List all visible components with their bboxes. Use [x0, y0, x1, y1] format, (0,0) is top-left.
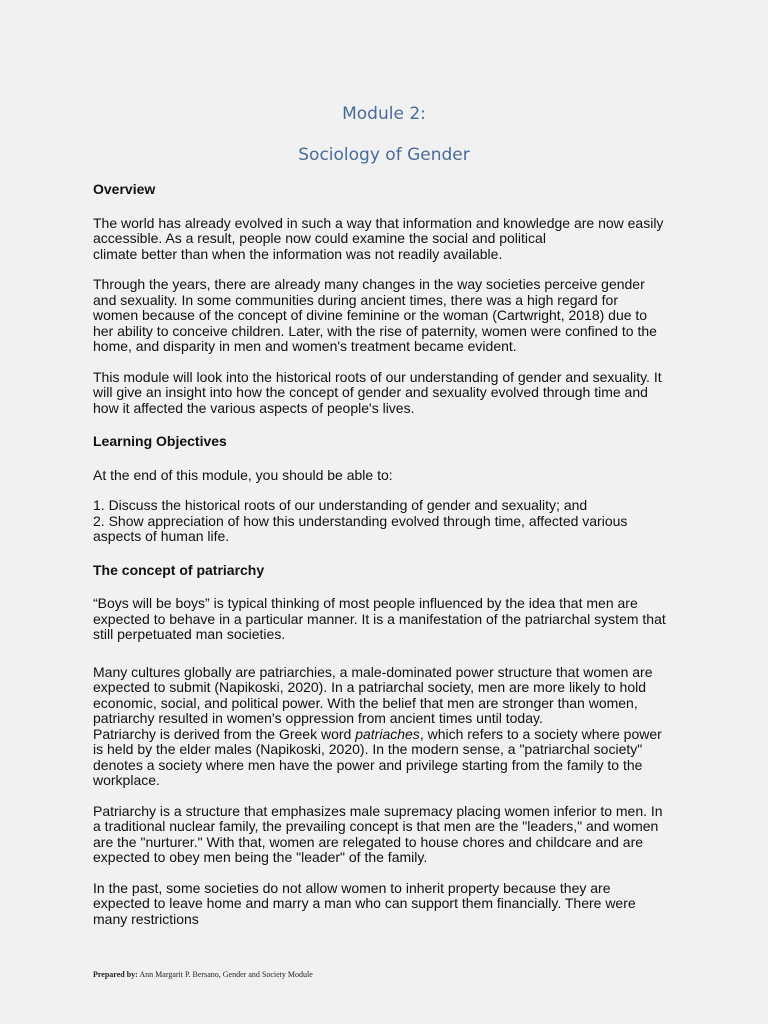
text-line: At the end of this module, you should be able to:: [93, 466, 393, 483]
text-line: In the past, some societies do not allow women to inherit property because they are: [93, 879, 611, 896]
overview-paragraph-3: [93, 370, 683, 417]
page-footer: [93, 970, 313, 979]
overview-paragraph-2: [93, 277, 683, 355]
text-line: Through the years, there are already many changes in the way societies perceive gender: [93, 276, 645, 292]
learning-objectives-heading: Learning Objectives: [93, 433, 227, 449]
text-line: home, and disparity in men and women's treatment became evident.: [93, 338, 517, 354]
text-line: “Boys will be boys” is typical thinking of most people influenced by the idea that men are: [93, 595, 638, 611]
objectives-intro: [93, 468, 683, 484]
text-line: accessible. As a result, people now could examine the social and political: [93, 230, 546, 246]
text-line: expected to behave in a particular manner. It is a manifestation of the patriarchal system that: [93, 610, 666, 627]
text-line: economic, social, and political power. With the belief that men are stronger than women,: [93, 694, 638, 711]
document-body: [93, 182, 683, 942]
text-line: denotes a society where men have the power and privilege starting from the family to the: [93, 756, 643, 773]
patriarchy-heading: The concept of patriarchy: [93, 561, 265, 578]
patriarchy-paragraph-4: [93, 804, 683, 866]
overview-paragraph-1: [93, 216, 683, 263]
list-item: 1. Discuss the historical roots of our understanding of gender and sexuality; and: [93, 497, 588, 513]
overview-heading: Overview: [93, 181, 156, 197]
list-item: aspects of human life.: [93, 528, 230, 544]
text-line: her ability to conceive children. Later, with the rise of paternity, women were confined to the: [93, 322, 657, 339]
text-line: expected to obey men being the "leader" of the family.: [93, 849, 428, 865]
module-subject-title: Sociology of Gender: [298, 145, 470, 165]
text-run: , which refers to a society where power: [419, 725, 662, 742]
text-line: This module will look into the historical roots of our understanding of gender and sexuality. It: [93, 368, 662, 385]
list-item: 2. Show appreciation of how this understanding evolved through time, affected various: [93, 512, 628, 529]
patriarchy-paragraph-5: [93, 881, 683, 928]
text-line: [93, 727, 683, 743]
text-line: how it affected the various aspects of people's lives.: [93, 399, 415, 416]
text-line: The world has already evolved in such a way that information and knowledge are now easily: [93, 214, 664, 231]
patriarchy-paragraph-1: [93, 596, 683, 643]
patriarchy-paragraph-3: [93, 727, 683, 789]
text-line: will give an insight into how the concept of gender and sexuality evolved through time and: [93, 384, 648, 400]
text-line: climate better than when the information was not readily available.: [93, 245, 503, 262]
text-line: a traditional nuclear family, the prevailing concept is that men are the "leaders," and women: [93, 818, 659, 834]
text-line: are the "nurturer." With that, women are relegated to house chores and childcare and are: [93, 833, 644, 850]
module-number-title: Module 2:: [342, 104, 426, 124]
text-line: is held by the elder males (Napikoski, 2020). In the modern sense, a "patriarchal society": [93, 741, 643, 757]
text-line: patriarchy resulted in women's oppression from ancient times until today.: [93, 710, 543, 726]
text-line: women because of the concept of divine feminine or the woman (Cartwright, 2018) due to: [93, 307, 648, 323]
text-line: many restrictions: [93, 910, 199, 927]
text-line: still perpetuated man societies.: [93, 626, 286, 642]
text-line: Patriarchy is a structure that emphasizes male supremacy placing women inferior to men. In: [93, 802, 663, 819]
patriarchy-paragraph-2: [93, 665, 683, 727]
text-line: and sexuality. In some communities during ancient times, there was a high regard for: [93, 291, 618, 308]
text-line: Many cultures globally are patriarchies, a male-dominated power structure that women are: [93, 663, 653, 680]
text-run: Patriarchy is derived from the Greek word: [93, 725, 356, 742]
footer-text: Ann Margarit P. Bersano, Gender and Society Module: [137, 970, 313, 979]
objectives-list: [93, 498, 683, 545]
text-line: expected to submit (Napikoski, 2020). In a patriarchal society, men are more likely to hold: [93, 679, 646, 695]
footer-label: Prepared by:: [93, 970, 138, 979]
greek-term: patriaches: [355, 725, 420, 742]
text-line: expected to leave home and marry a man who can support them financially. There were: [93, 895, 636, 911]
text-line: workplace.: [93, 772, 160, 788]
